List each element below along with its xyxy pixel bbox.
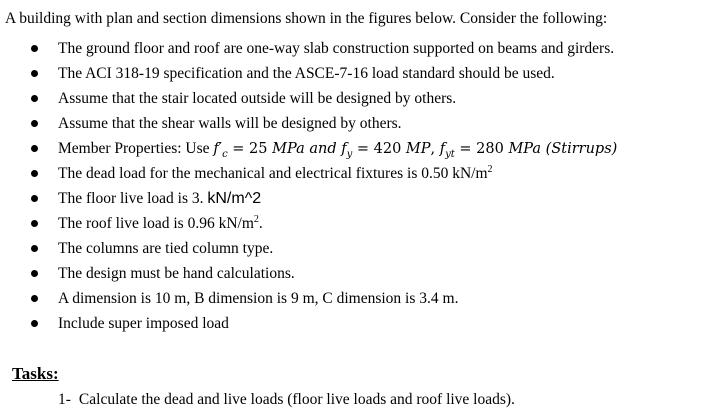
bullet-icon — [31, 170, 38, 177]
list-item-text: Assume that the stair located outside will be designed by others. — [58, 90, 457, 107]
bullet-icon — [31, 120, 38, 127]
list-item-text: The design must be hand calculations. — [58, 265, 295, 282]
bullet-icon — [31, 95, 38, 102]
fy-subscript: y — [346, 148, 353, 160]
bullet-icon — [31, 270, 38, 277]
bullet-icon — [31, 320, 38, 327]
intro-paragraph: A building with plan and section dimensions shown in the figures below. Consider the following: — [5, 10, 608, 27]
comma: , — [430, 141, 440, 157]
list-item-text — [58, 190, 261, 208]
tasks-heading: Tasks: — [12, 364, 59, 383]
fy-symbol: f — [341, 141, 347, 157]
roof-live-load-text: The roof live load is 0.96 kN/m — [58, 215, 254, 232]
task-item — [58, 391, 515, 409]
list-item-text — [58, 140, 617, 158]
fyt-subscript: yt — [445, 148, 455, 160]
bullet-icon — [31, 45, 38, 52]
fc-value: = 25 — [227, 141, 273, 157]
floor-live-load-unit: kN/m^2 — [207, 190, 262, 207]
list-item-text: The columns are tied column type. — [58, 240, 274, 257]
list-item-text — [58, 215, 263, 233]
bullet-icon — [31, 245, 38, 252]
superscript: 2 — [487, 163, 493, 175]
bullet-icon — [31, 195, 38, 202]
task-number: 1- — [58, 391, 71, 408]
list-item-text: The ACI 318-19 specification and the ASCE-7-16 load standard should be used. — [58, 65, 555, 82]
bullet-icon — [31, 220, 38, 227]
fc-prime: ′ — [218, 141, 223, 157]
task-text: Calculate the dead and live loads (floor live loads and roof live loads). — [78, 391, 515, 408]
and-word: and — [304, 141, 342, 157]
list-item-text: Include super imposed load — [58, 315, 229, 332]
floor-live-load-text: The floor live load is 3. — [58, 190, 208, 207]
fc-subscript: c — [222, 148, 228, 160]
fc-unit: MPa — [272, 141, 305, 157]
list-item-text: The ground floor and roof are one-way slab construction supported on beams and girders. — [58, 40, 615, 57]
list-item-text — [58, 165, 493, 183]
fc-symbol: f — [213, 141, 219, 157]
fy-unit: MP — [405, 141, 431, 157]
superscript: 2 — [253, 213, 259, 225]
list-item-text: Assume that the shear walls will be designed by others. — [58, 115, 402, 132]
prefix-text: Member Properties: Use — [58, 140, 214, 157]
period: . — [258, 215, 263, 232]
fyt-unit: MPa — [508, 141, 542, 157]
fyt-symbol: f — [439, 141, 446, 157]
bullet-icon — [31, 145, 38, 152]
stirrups-note: (Stirrups) — [541, 141, 618, 157]
fyt-value: = 280 — [454, 141, 509, 157]
bullet-icon — [31, 295, 38, 302]
bullet-icon — [31, 70, 38, 77]
fy-value: = 420 — [352, 141, 406, 157]
dead-load-text: The dead load for the mechanical and electrical fixtures is 0.50 kN/m — [58, 165, 488, 182]
list-item-text: A dimension is 10 m, B dimension is 9 m, C dimension is 3.4 m. — [58, 290, 459, 307]
fc-formula — [213, 141, 618, 160]
